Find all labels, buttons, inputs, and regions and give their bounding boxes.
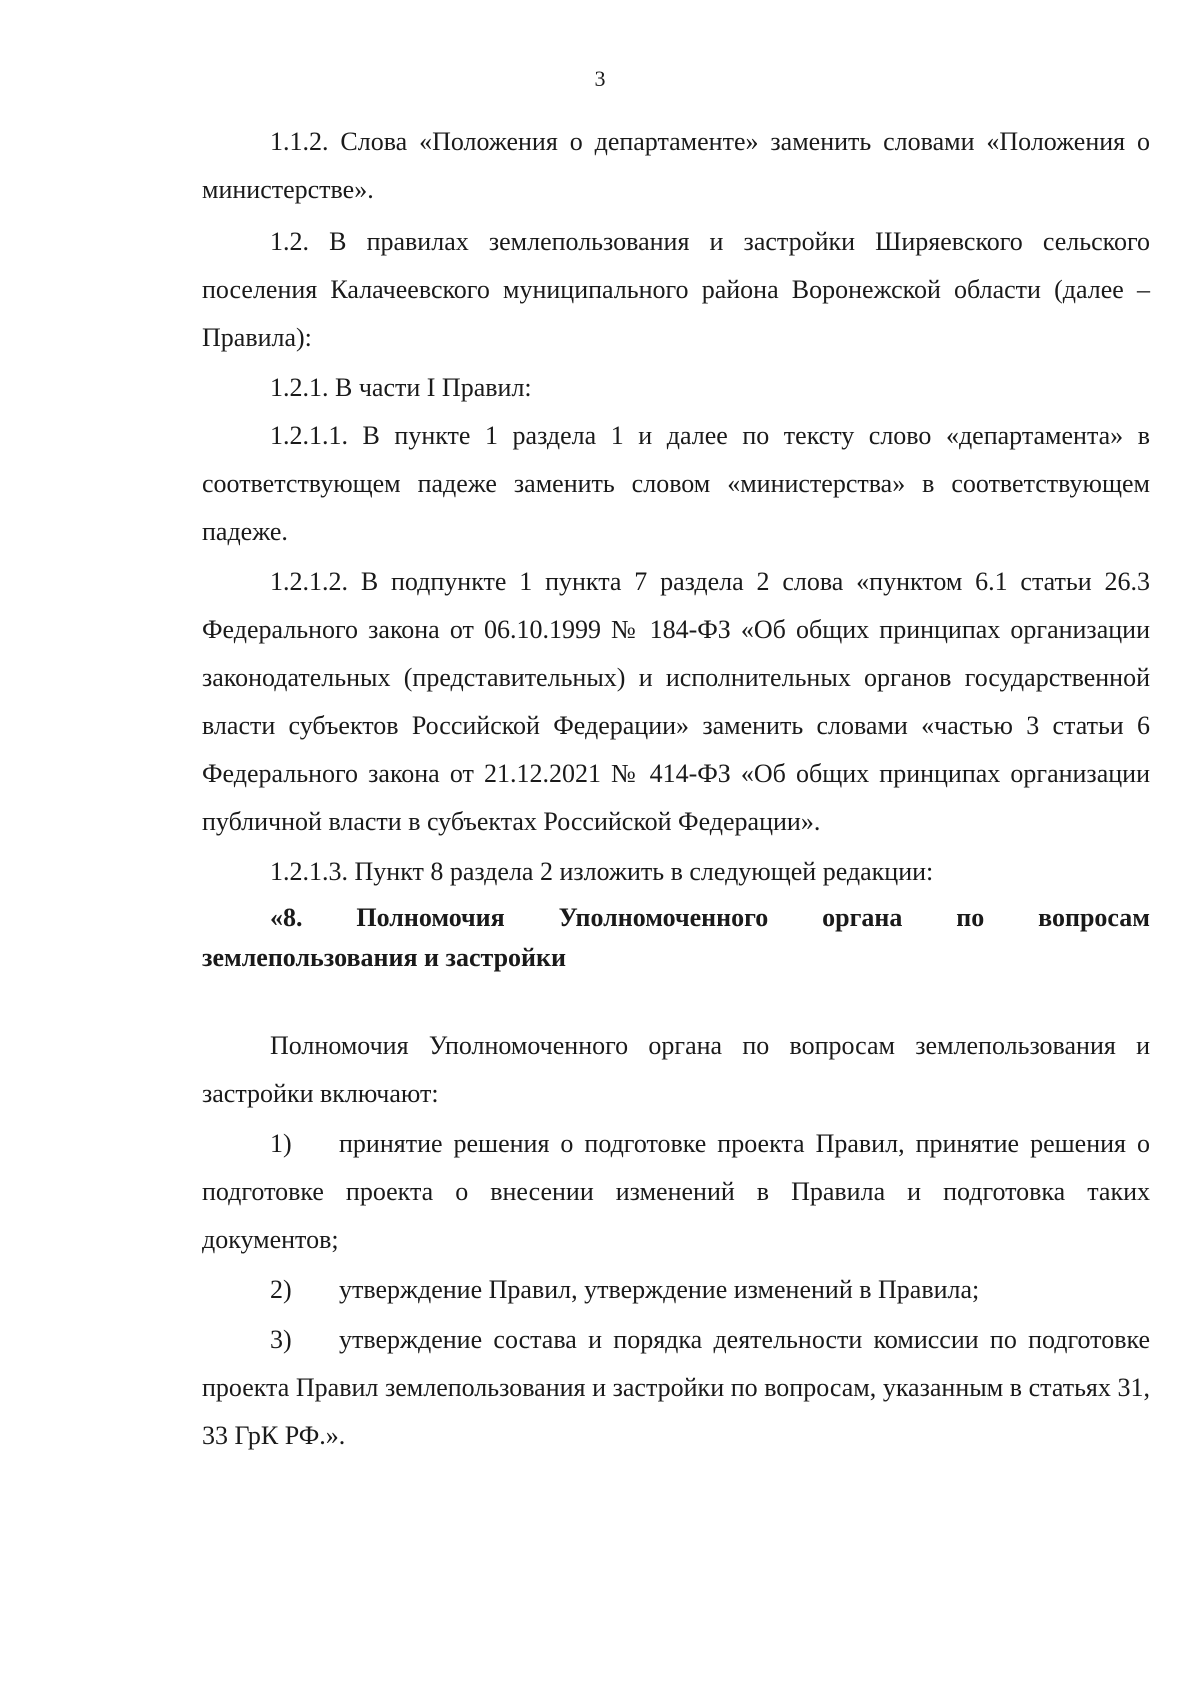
paragraph-1-2-1-1: 1.2.1.1. В пункте 1 раздела 1 и далее по тексту слово «департамента» в соответствующем падеже заменить словом «министерства» в соответствующем падеже. [202, 421, 1150, 546]
list-item-number: 1) [270, 1129, 292, 1158]
list-item-number: 3) [270, 1325, 292, 1354]
paragraph-1-2-1-3: 1.2.1.3. Пункт 8 раздела 2 изложить в следующей редакции: [270, 857, 934, 886]
section-heading-line-1: «8. Полномочия Уполномоченного органа по вопросам [270, 903, 1150, 932]
paragraph-1-2: 1.2. В правилах землепользования и застройки Ширяевского сельского поселения Калачеевского муниципального района Воронежской области (далее – Правила): [202, 227, 1150, 352]
list-item-text: утверждение Правил, утверждение изменений в Правила; [339, 1275, 980, 1304]
list-item-number: 2) [270, 1275, 292, 1304]
paragraph-authority-intro: Полномочия Уполномоченного органа по вопросам землепользования и застройки включают: [202, 1031, 1150, 1108]
list-item-text: принятие решения о подготовке проекта Правил, принятие решения о подготовке проекта о внесении изменений в Правила и подготовка таких документов; [202, 1129, 1150, 1254]
paragraph-1-1-2: 1.1.2. Слова «Положения о департаменте» заменить словами «Положения о министерстве». [202, 127, 1150, 204]
page-number: 3 [594, 66, 606, 91]
blank-space [202, 978, 1150, 1022]
list-item-text: утверждение состава и порядка деятельности комиссии по подготовке проекта Правил землепользования и застройки по вопросам, указанным в статьях 31, 33 ГрК РФ.». [202, 1325, 1150, 1450]
list-item [202, 1266, 1150, 1314]
document-body [202, 118, 1150, 1460]
section-heading-line-2: землепользования и застройки [202, 943, 566, 972]
list-item [202, 1120, 1150, 1264]
paragraph-1-2-1-2: 1.2.1.2. В подпункте 1 пункта 7 раздела 2 слова «пунктом 6.1 статьи 26.3 Федерального закона от 06.10.1999 № 184-ФЗ «Об общих принципах организации законодательных (представительных) и исполнительных органов государственной власти субъектов Российской Федерации» заменить словами «частью 3 статьи 6 Федерального закона от 21.12.2021 № 414-ФЗ «Об общих принципах организации публичной власти в субъектах Российской Федерации». [202, 567, 1150, 836]
list-item [202, 1316, 1150, 1460]
paragraph-1-2-1: 1.2.1. В части I Правил: [270, 373, 532, 402]
